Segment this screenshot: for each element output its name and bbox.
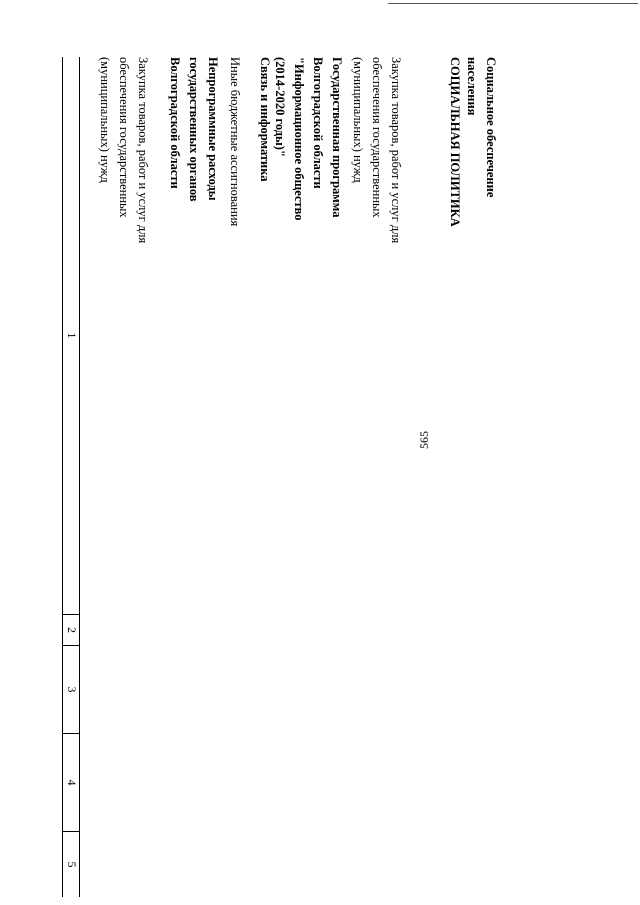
- row-label: [95, 57, 152, 243]
- header-cell-3: 3: [63, 646, 80, 734]
- row-label-line: Закупка товаров, работ и услуг для: [389, 57, 403, 244]
- row-label-line: Волгоградской области: [311, 57, 325, 189]
- top-rule: [388, 3, 638, 4]
- row-label-line: Волгоградской области: [168, 57, 182, 189]
- row-label: [270, 57, 346, 221]
- row-label-line: Закупка товаров, работ и услуг для: [136, 57, 150, 244]
- row-label-line: обеспечения государственных: [117, 57, 131, 218]
- row-label-line: Государственная программа: [330, 57, 344, 218]
- row-label: [225, 57, 244, 226]
- row-label-line: СОЦИАЛЬНАЯ ПОЛИТИКА: [448, 57, 462, 227]
- header-cell-5: 5: [65, 861, 79, 868]
- budget-table: [65, 57, 630, 897]
- row-label-line: (муниципальных) нужд: [98, 57, 112, 183]
- header-cell-1: 1: [63, 57, 80, 615]
- row-label-line: населения: [465, 57, 479, 116]
- header-cell-4: 4: [63, 734, 80, 832]
- row-label-line: (муниципальных) нужд: [351, 57, 365, 183]
- row-label: [462, 57, 500, 197]
- row-label-line: Непрограммные расходы: [206, 57, 220, 201]
- row-label-line: Социальное обеспечение: [484, 57, 498, 198]
- rotated-table-page: [65, 57, 630, 897]
- row-label-line: государственных органов: [187, 57, 201, 202]
- row-label-line: Иные бюджетные ассигнования: [228, 57, 242, 227]
- row-label: [165, 57, 222, 202]
- row-label-line: (2014-2020 годы)": [273, 57, 287, 157]
- row-label-line: "Информационное общество: [292, 57, 306, 221]
- row-label-line: обеспечения государственных: [370, 57, 384, 218]
- page-number: 565: [417, 431, 431, 449]
- row-label: [348, 57, 405, 243]
- header-cell-2: 2: [63, 615, 80, 646]
- row-label-line: Связь и информатика: [258, 57, 272, 182]
